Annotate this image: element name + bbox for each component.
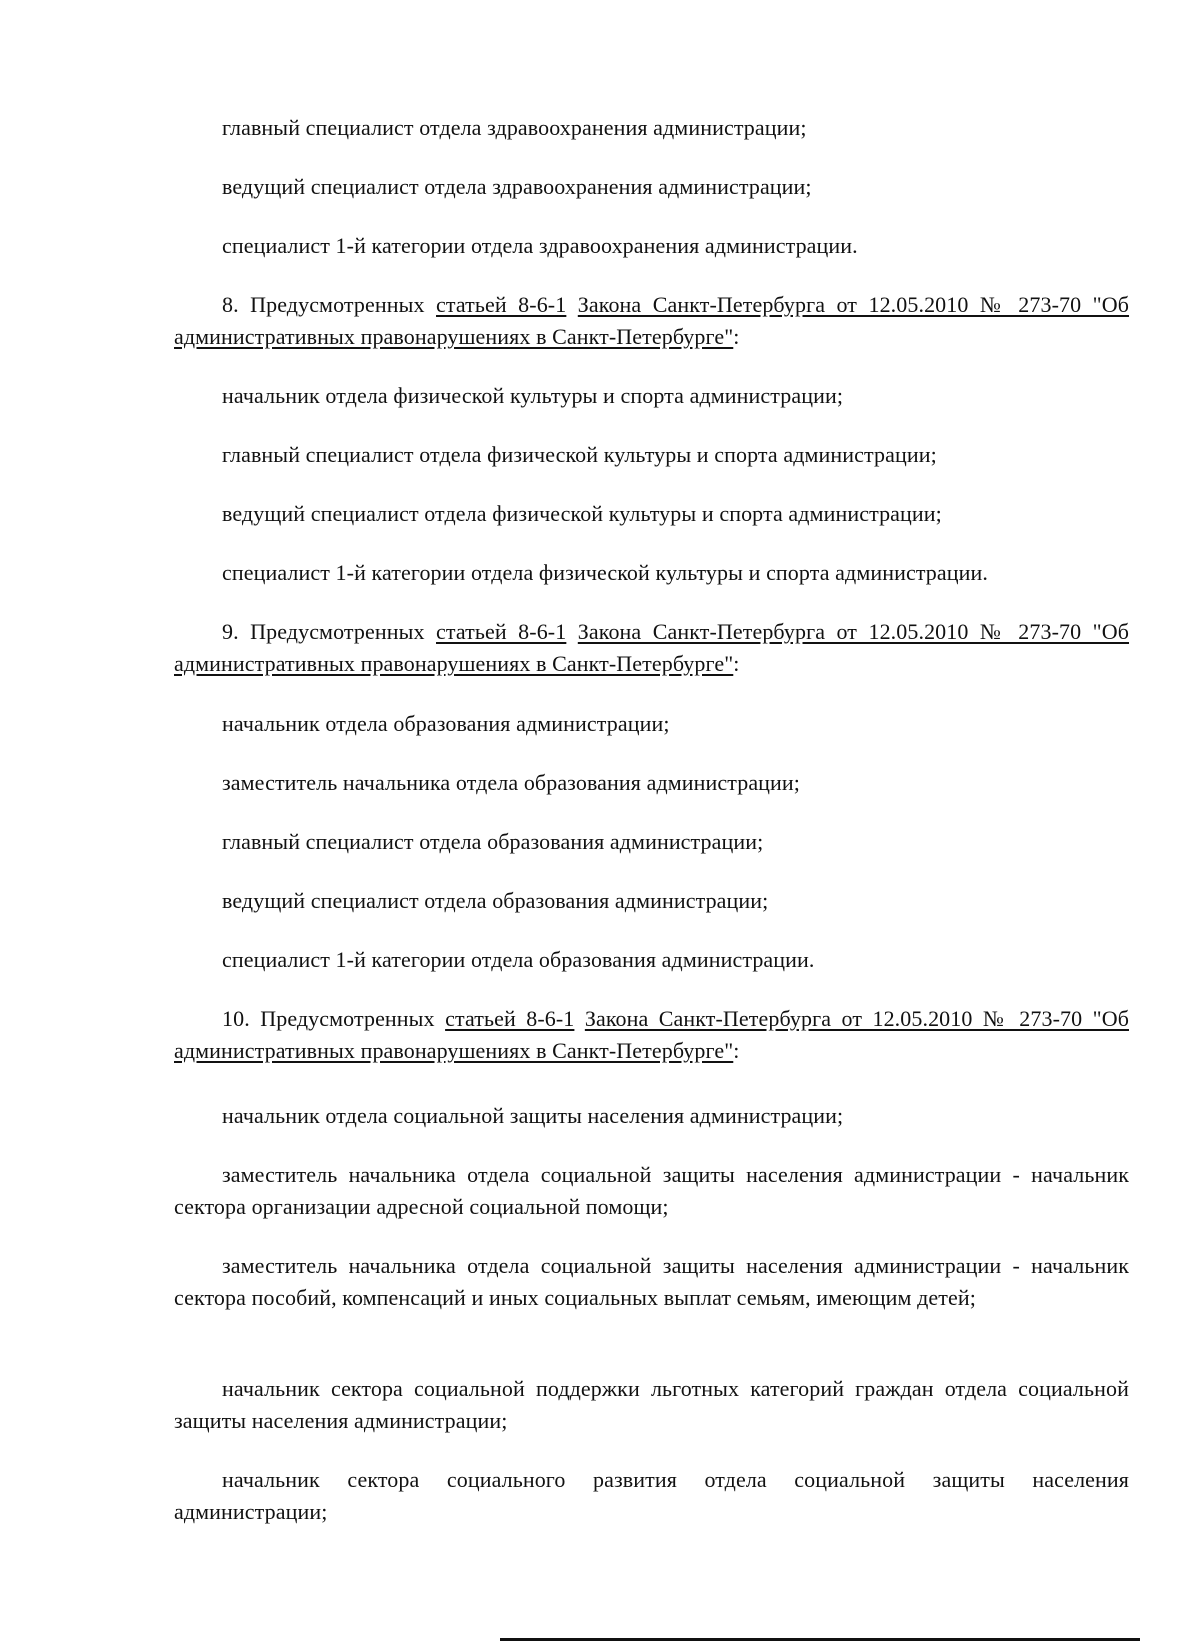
section-spacer	[566, 619, 577, 644]
paragraph: начальник отдела образования администрации;	[222, 711, 670, 736]
section-9-heading	[174, 616, 1129, 680]
section-lead: 10. Предусмотренных	[222, 1006, 446, 1031]
paragraph: начальник отдела физической культуры и спорта администрации;	[222, 383, 844, 408]
paragraph: специалист 1-й категории отдела образования администрации.	[222, 947, 815, 972]
section-lead: 8. Предусмотренных	[222, 292, 437, 317]
paragraph: ведущий специалист отдела физической культуры и спорта администрации;	[222, 501, 942, 526]
paragraph: ведущий специалист отдела здравоохранения администрации;	[222, 174, 812, 199]
paragraph: заместитель начальника отдела социальной защиты населения администрации - начальник сектора пособий, компенсаций и иных социальных выплат семьям, имеющим детей;	[174, 1253, 1129, 1310]
page-edge-rule	[500, 1638, 1140, 1641]
law-link[interactable]: Закона Санкт-Петербурга от 12.05.2010 № 273-70 "Об административных правонарушениях в Санкт-Петербурге"	[174, 292, 1130, 349]
section-tail: :	[733, 651, 740, 676]
law-link[interactable]: Закона Санкт-Петербурга от 12.05.2010 № 273-70 "Об административных правонарушениях в Санкт-Петербурге"	[174, 619, 1130, 676]
section-spacer	[566, 292, 577, 317]
article-link[interactable]: статьей 8-6-1	[436, 292, 567, 317]
paragraph: специалист 1-й категории отдела здравоохранения администрации.	[222, 233, 858, 258]
section-10-heading	[174, 1003, 1129, 1067]
section-lead: 9. Предусмотренных	[222, 619, 437, 644]
section-8-heading	[174, 289, 1129, 353]
law-link[interactable]: Закона Санкт-Петербурга от 12.05.2010 № 273-70 "Об административных правонарушениях в Санкт-Петербурге"	[174, 1006, 1129, 1063]
section-tail: :	[733, 324, 740, 349]
section-spacer	[574, 1006, 584, 1031]
paragraph: главный специалист отдела здравоохранения администрации;	[222, 115, 807, 140]
paragraph: начальник сектора социальной поддержки льготных категорий граждан отдела социальной защиты населения администрации;	[174, 1376, 1129, 1433]
section-tail: :	[733, 1038, 740, 1063]
paragraph: главный специалист отдела физической культуры и спорта администрации;	[222, 442, 937, 467]
paragraph: ведущий специалист отдела образования администрации;	[222, 888, 769, 913]
paragraph: заместитель начальника отдела образования администрации;	[222, 770, 801, 795]
paragraph: заместитель начальника отдела социальной защиты населения администрации - начальник сектора организации адресной социальной помощи;	[174, 1162, 1129, 1219]
paragraph: начальник сектора социального развития отдела социальной защиты населения администрации;	[174, 1467, 1129, 1524]
paragraph: специалист 1-й категории отдела физической культуры и спорта администрации.	[222, 560, 988, 585]
paragraph: главный специалист отдела образования администрации;	[222, 829, 764, 854]
article-link[interactable]: статьей 8-6-1	[445, 1006, 575, 1031]
paragraph: начальник отдела социальной защиты населения администрации;	[222, 1103, 844, 1128]
article-link[interactable]: статьей 8-6-1	[436, 619, 567, 644]
